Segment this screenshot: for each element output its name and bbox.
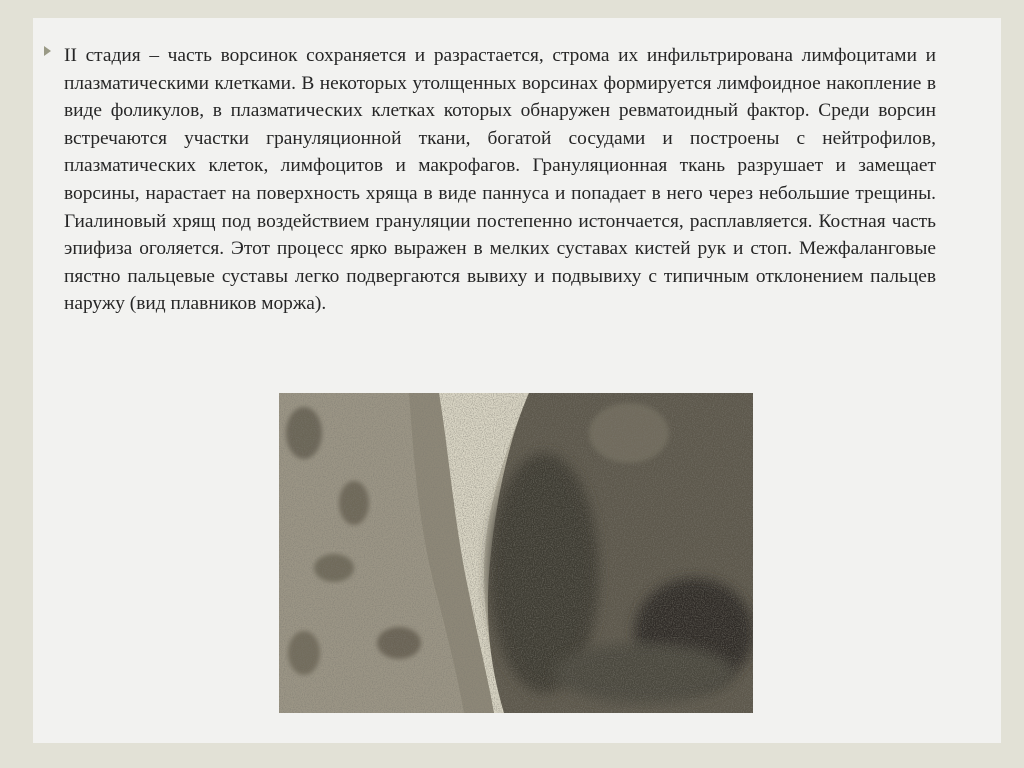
histology-micrograph: [279, 393, 753, 713]
body-paragraph: II стадия – часть ворсинок сохраняется и разрастается, строма их инфильтрирована лимфоцитами и плазматическими клетками. В некоторых утолщенных ворсинах формируется лимфоидное накопление в виде фоликулов, в плазматических клетках которых обнаружен ревматоидный фактор. Среди ворсин встречаются участки грануляционной ткани, богатой сосудами и построены с нейтрофилов, плазматических клеток, лимфоцитов и макрофагов. Грануляционная ткань разрушает и замещает ворсины, нарастает на поверхность хряща в виде паннуса и попадает в него через небольшие трещины. Гиалиновый хрящ под воздействием грануляции постепенно истончается, расплавляется. Костная часть эпифиза оголяется. Этот процесс ярко выражен в мелких суставах кистей рук и стоп. Межфаланговые пястно пальцевые суставы легко подвергаются вывиху и подвывиху с типичным отклонением пальцев наружу (вид плавников моржа).: [64, 45, 936, 315]
triangle-bullet-icon: [44, 46, 51, 56]
